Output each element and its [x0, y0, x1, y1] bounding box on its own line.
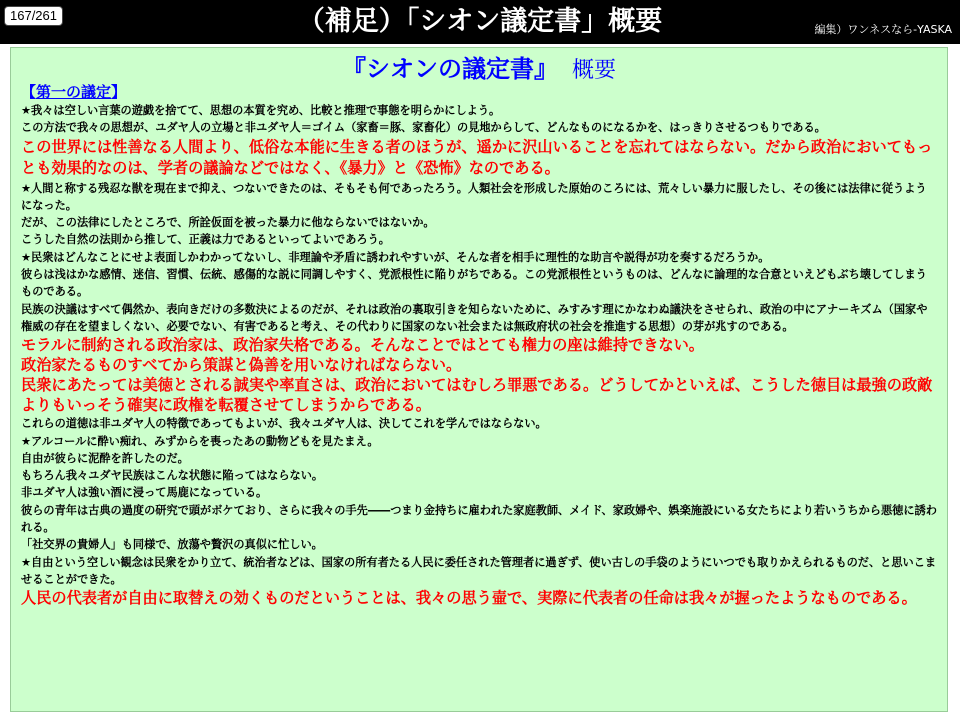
- document-panel: [10, 47, 948, 712]
- paragraph: この方法で我々の思想が、ユダヤ人の立場と非ユダヤ人＝ゴイム（家畜＝豚、家畜化）の見地からして、どんなものになるかを、はっきりさせるつもりである。: [21, 121, 826, 135]
- paragraph: 自由が彼らに泥酔を許したのだ。: [21, 451, 189, 465]
- paragraph: ★アルコールに酔い痴れ、みずからを喪ったあの動物どもを見たまえ。: [21, 434, 379, 448]
- paragraph: 彼らは浅はかな感情、迷信、習慣、伝統、感傷的な説に同調しやすく、党派根性に陥りがちである。この党派根性というものは、どんなに論理的な合意といえどもぶち壊してしまうものである。: [21, 268, 927, 299]
- section-heading: [21, 82, 937, 102]
- section-heading-close: 】: [111, 83, 127, 101]
- paragraph: これらの道徳は非ユダヤ人の特徴であってもよいが、我々ユダヤ人は、決してこれを学んではならない。: [21, 417, 547, 431]
- document-content: [21, 82, 937, 608]
- paragraph-emphasis: モラルに制約される政治家は、政治家失格である。そんなことではとても権力の座は維持できない。: [21, 336, 704, 355]
- paragraph-emphasis: 人民の代表者が自由に取替えの効くものだということは、我々の思う壷で、実際に代表者の任命は我々が握ったようなものである。: [21, 589, 917, 608]
- paragraph: 民族の決議はすべて偶然か、表向きだけの多数決によるのだが、それは政治の裏取引きを知らないために、みすみす理にかなわぬ議決をさせられ、政治の中にアナーキズム（国家や権威の存在を望ましくない、必要でない、有害であると考え、その代わりに国家のない社会または無政府状の社会を推進する思想）の芽が兆すのである。: [21, 302, 928, 333]
- paragraph-emphasis: この世界には性善なる人間より、低俗な本能に生きる者のほうが、遥かに沢山いることを忘れてはならない。だから政治においてもっとも効果的なのは、学者の議論などではなく、《暴力》と《恐怖》なのである。: [21, 137, 933, 178]
- header-title: （補足）「シオン議定書」概要: [297, 6, 663, 37]
- paragraph: 非ユダヤ人は強い酒に浸って馬鹿になっている。: [21, 486, 268, 500]
- paragraph: ★自由という空しい観念は民衆をかり立て、統治者などは、国家の所有者たる人民に委任された管理者に過ぎず、使い古しの手袋のようにいつでも取りかえられるものだ、と思いこませることができた。: [21, 555, 937, 586]
- paragraph: こうした自然の法則から推して、正義は力であるといってよいであろう。: [21, 233, 390, 247]
- header-credit: 編集）ワンネスなら-YASKA: [814, 23, 952, 36]
- paragraph: ★民衆はどんなことにせよ表面しかわかってないし、非理論や矛盾に誘われやすいが、そんな者を相手に理性的な助言や説得が功を奏するだろうか。: [21, 250, 770, 264]
- section-heading-open: 【: [21, 83, 37, 101]
- document-subtitle: 概要: [571, 58, 616, 83]
- paragraph-emphasis: 政治家たるものすべてから策謀と偽善を用いなければならない。: [21, 356, 462, 375]
- paragraph: 彼らの青年は古典の過度の研究で頭がボケており、さらに我々の手先――つまり金持ちに雇われた家庭教師、メイド、家政婦や、娯楽施設にいる女たちにより若いうちから悪徳に誘われる。: [21, 503, 937, 535]
- paragraph: 「社交界の貴婦人」も同様で、放蕩や贅沢の真似に忙しい。: [21, 538, 323, 552]
- paragraph: だが、この法律にしたところで、所詮仮面を被った暴力に他ならないではないか。: [21, 216, 435, 230]
- page-counter: 167/261: [4, 6, 63, 26]
- paragraph: ★人間と称する残忍な獣を現在まで抑え、つないできたのは、そもそも何であったろう。人類社会を形成した原始のころには、荒々しい暴力に服したし、その後には法律に従うようになった。: [21, 181, 927, 212]
- section-heading-text: 第一の議定: [36, 83, 112, 101]
- paragraph: ★我々は空しい言葉の遊戯を捨てて、思想の本質を究め、比較と推理で事態を明らかにしよう。: [21, 104, 501, 117]
- paragraph-emphasis: 民衆にあたっては美徳とされる誠実や率直さは、政治においてはむしろ罪悪である。どうしてかといえば、こうした徳目は最強の政敵よりもいっそう確実に政権を転覆させてしまうからである。: [21, 376, 933, 415]
- paragraph: もちろん我々ユダヤ民族はこんな状態に陥ってはならない。: [21, 469, 324, 483]
- document-title-main: 『シオンの議定書』: [341, 55, 558, 83]
- header-bar: [0, 0, 960, 44]
